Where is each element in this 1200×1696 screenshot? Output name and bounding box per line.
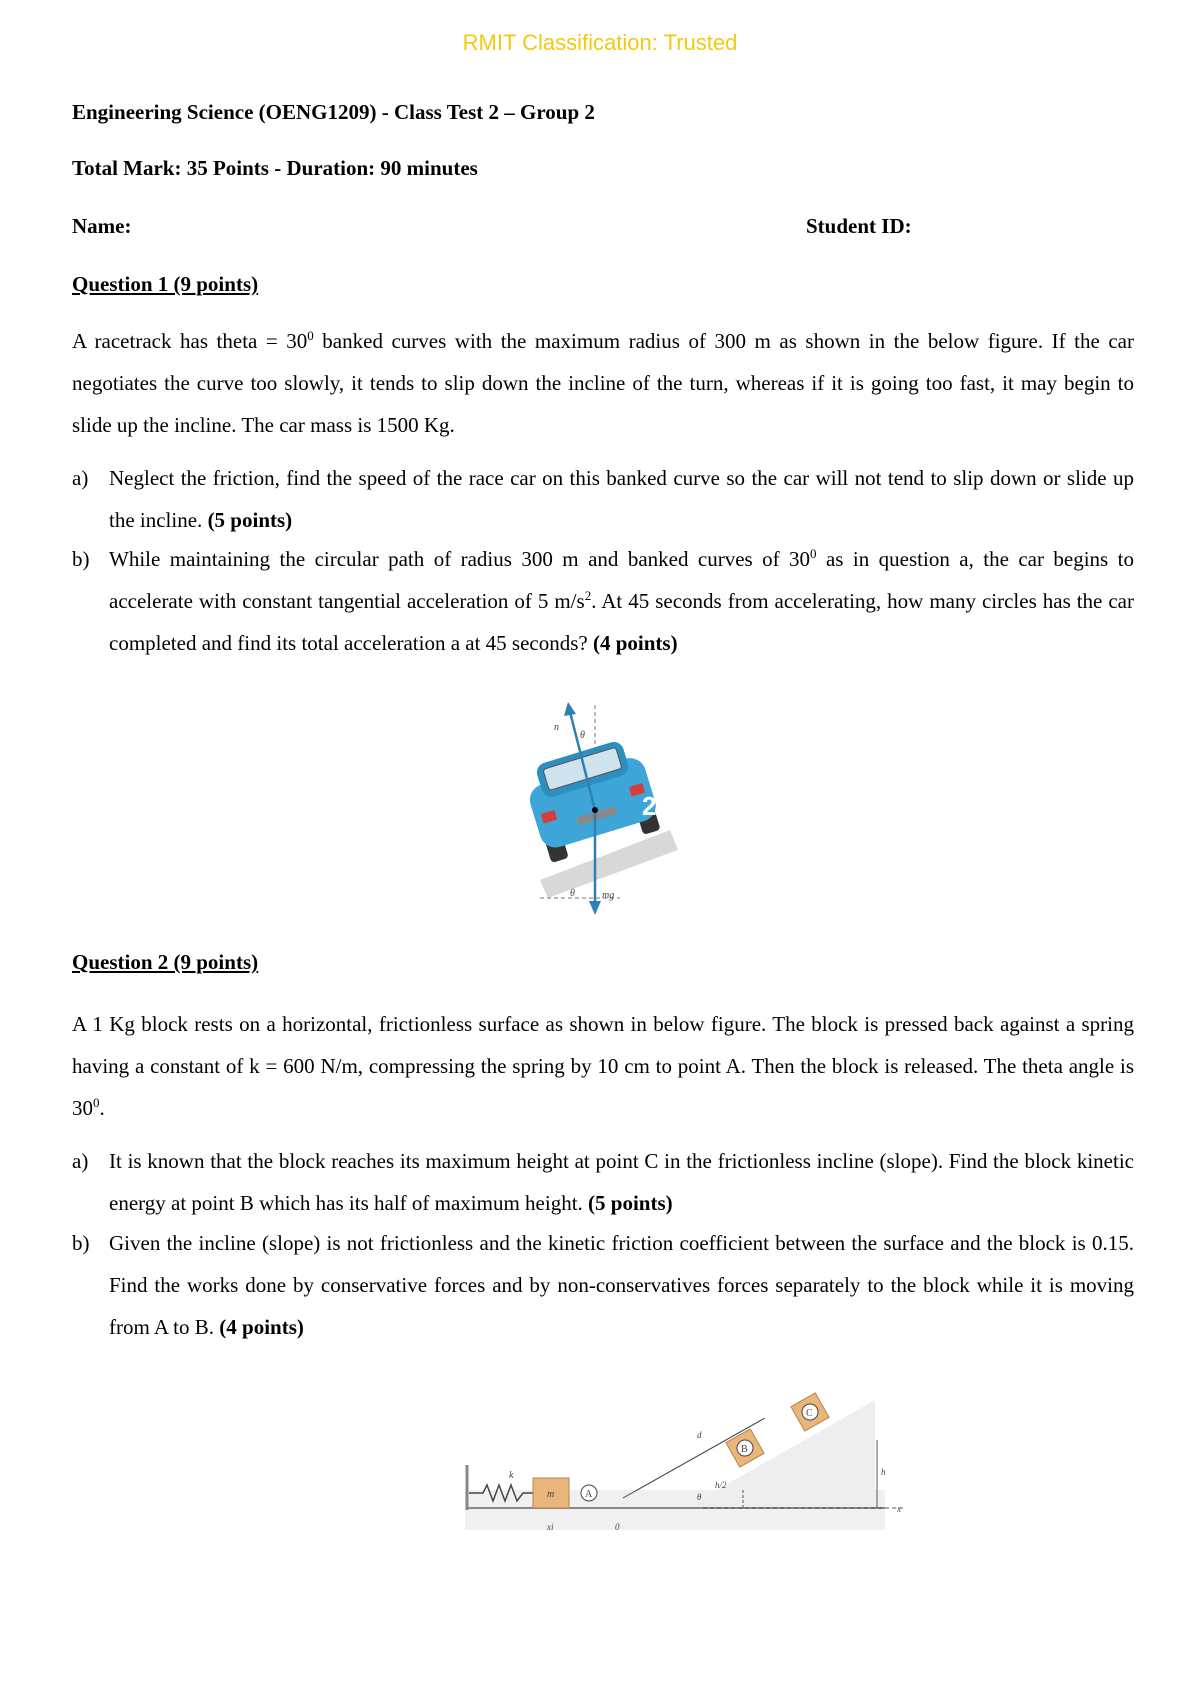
car-number-label: 2 [642,791,657,821]
incline-theta-label: θ [697,1492,702,1502]
xi-label: xi [547,1522,554,1532]
question-2-intro: A 1 Kg block rests on a horizontal, frictionless surface as shown in below figure. The block is pressed back against a spring having a constant of k = 600 N/m, compressing the spring by 10 cm to point A. Then the block is released. The theta angle is $30^0$. [72,1012,1134,1120]
question-1b [72,538,1134,664]
question-2-heading: Question 2 (9 points) [72,950,259,974]
incline [685,1400,875,1508]
height-h-label: h [881,1467,886,1477]
item-text: Neglect the friction, find the speed of the race car on this banked curve so the car will not tend to slip down or slide up the incline. (5 points) [109,466,1134,532]
point-b-label: B [741,1444,748,1455]
center-of-mass-dot [592,807,598,813]
item-text: Given the incline (slope) is not frictionless and the kinetic friction coefficient between the surface and the block is 0.15. Find the works done by conservative forces and by non-conservatives forces separately to the block while it is moving from A to B. (4 points) [109,1231,1134,1339]
name-label: Name: [72,214,132,238]
question-1-heading: Question 1 (9 points) [72,272,259,296]
item-label: a) [72,466,89,490]
half-height-label: h/2 [715,1480,727,1490]
question-1a [72,457,1134,541]
question-1-intro: A racetrack has theta = $30^0$ banked curves with the maximum radius of 300 m as shown in the below figure. If the car negotiates the curve too slowly, it tends to slip down the incline of the turn, whereas if it is going too fast, it may begin to slide up the incline. The car mass is 1500 Kg. [72,328,1134,437]
distance-d-label: d [697,1430,702,1440]
normal-label: n [554,722,559,733]
x-axis-label: x [897,1504,901,1514]
item-text: It is known that the block reaches its maximum height at point C in the frictionless incline (slope). Find the block kinetic energy at point B which has its half of maximum height. (5 points) [109,1149,1134,1215]
normal-force-arrowhead [564,702,576,716]
item-label: a) [72,1149,89,1173]
weight-arrowhead [589,901,601,915]
origin-label: 0 [615,1522,620,1532]
spring-constant-label: k [509,1470,514,1481]
total-mark-line: Total Mark: 35 Points - Duration: 90 minutes [72,156,478,180]
page-title: Engineering Science (OENG1209) - Class Test 2 – Group 2 [72,100,595,124]
theta-top-label: θ [580,730,585,741]
item-text: While maintaining the circular path of radius 300 m and banked curves of $30^0$ as in question a, the car begins to accelerate with constant tangential acceleration of 5 $m/s^2$. At 45 seconds from accelerating, how many circles has the car completed and find its total acceleration a at 45 seconds? (4 points) [109,546,1134,655]
spring-incline-figure [465,1390,905,1545]
question-2b [72,1222,1134,1348]
item-label: b) [72,1231,90,1255]
mass-label: m [547,1489,555,1500]
item-label: b) [72,547,90,571]
point-a-label: A [585,1489,593,1500]
theta-bottom-label: θ [570,888,575,899]
question-2a [72,1140,1134,1224]
banked-car-figure [520,700,690,925]
point-c-label: C [806,1408,813,1419]
student-id-label: Student ID: [806,214,912,238]
classification-label: RMIT Classification: Trusted [462,30,738,55]
mg-label: mg [602,890,615,901]
